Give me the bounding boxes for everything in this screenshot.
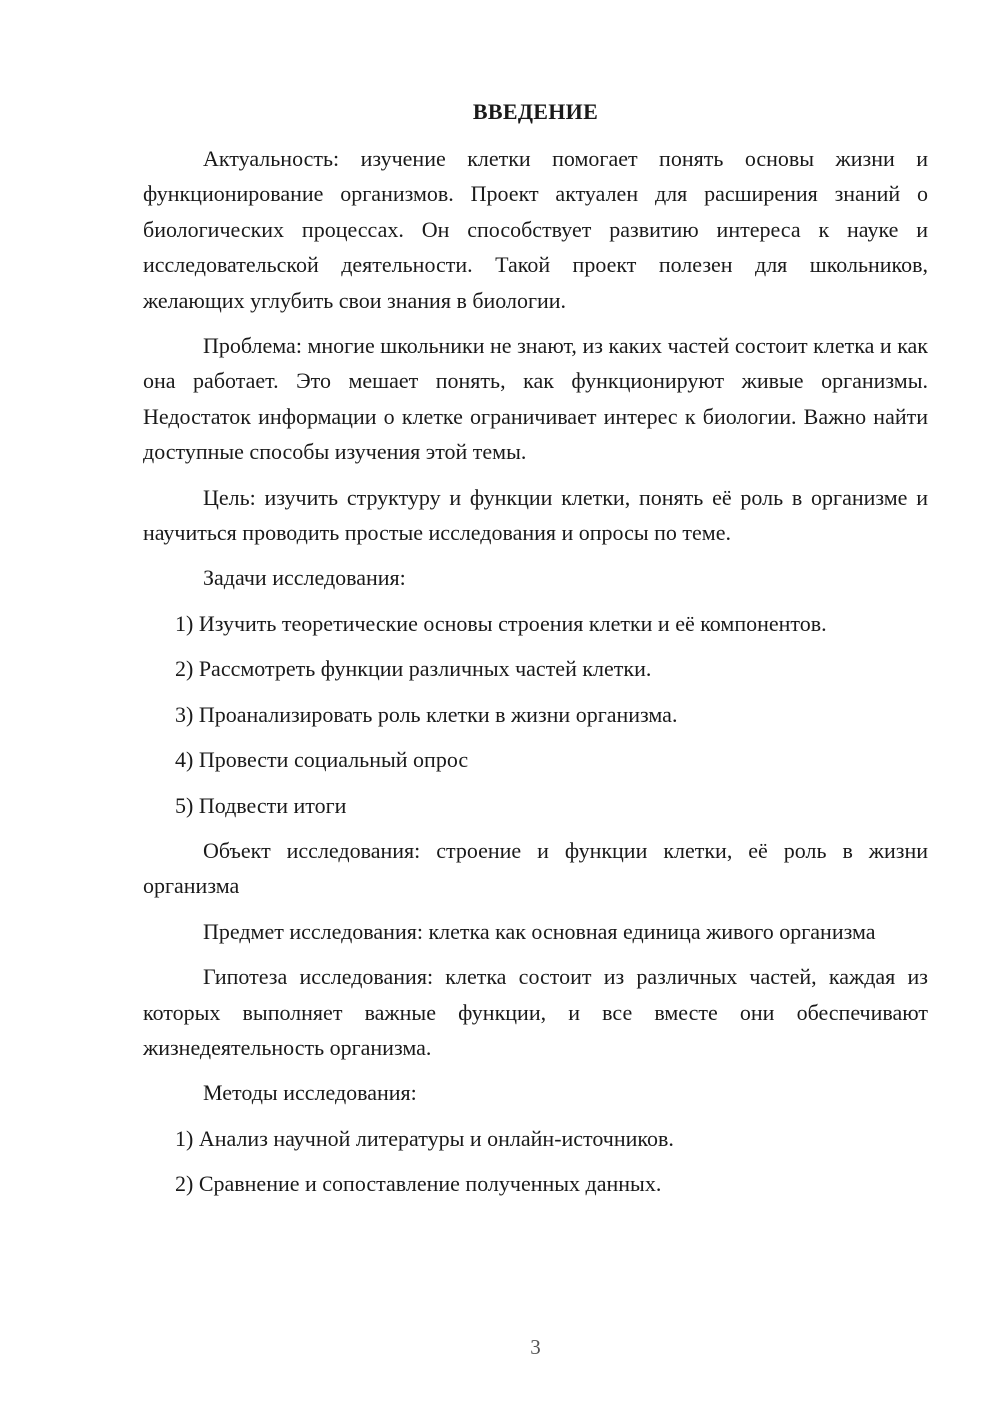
method-item: 1) Анализ научной литературы и онлайн-источников. [175, 1125, 674, 1151]
tasks-heading: Задачи исследования: [203, 565, 406, 591]
task-item: 5) Подвести итоги [175, 792, 347, 818]
document-body [143, 141, 928, 1212]
hypothesis-paragraph: Гипотеза исследования: клетка состоит из различных частей, каждая из которых выполняет важные функции, и все вместе они обеспечивают жизнедеятельность организма. [143, 964, 928, 1060]
methods-heading: Методы исследования: [203, 1080, 417, 1106]
page-title: ВВЕДЕНИЕ [472, 99, 599, 124]
relevance-paragraph: Актуальность: изучение клетки помогает понять основы жизни и функционирование организмов. Проект актуален для расширения знаний о биологических процессах. Он способствует развитию интереса к науке и исследовательской деятельности. Такой проект полезен для школьников, желающих углубить свои знания в биологии. [143, 146, 928, 313]
method-item: 2) Сравнение и сопоставление полученных данных. [175, 1171, 662, 1197]
goal-paragraph: Цель: изучить структуру и функции клетки, понять её роль в организме и научиться проводить простые исследования и опросы по теме. [143, 484, 928, 546]
problem-paragraph: Проблема: многие школьники не знают, из каких частей состоит клетка и как она работает. Это мешает понять, как функционируют живые организмы. Недостаток информации о клетке ограничивает интерес к биологии. Важно найти доступные способы изучения этой темы. [143, 333, 928, 465]
task-item: 4) Провести социальный опрос [175, 747, 469, 773]
document-page [143, 0, 928, 1414]
task-item: 2) Рассмотреть функции различных частей клетки. [175, 656, 652, 682]
page-number: 3 [530, 1335, 541, 1359]
subject-paragraph: Предмет исследования: клетка как основная единица живого организма [203, 918, 876, 944]
object-paragraph: Объект исследования: строение и функции клетки, её роль в жизни организма [143, 837, 928, 899]
task-item: 1) Изучить теоретические основы строения клетки и её компонентов. [175, 610, 827, 636]
task-item: 3) Проанализировать роль клетки в жизни организма. [175, 701, 678, 727]
